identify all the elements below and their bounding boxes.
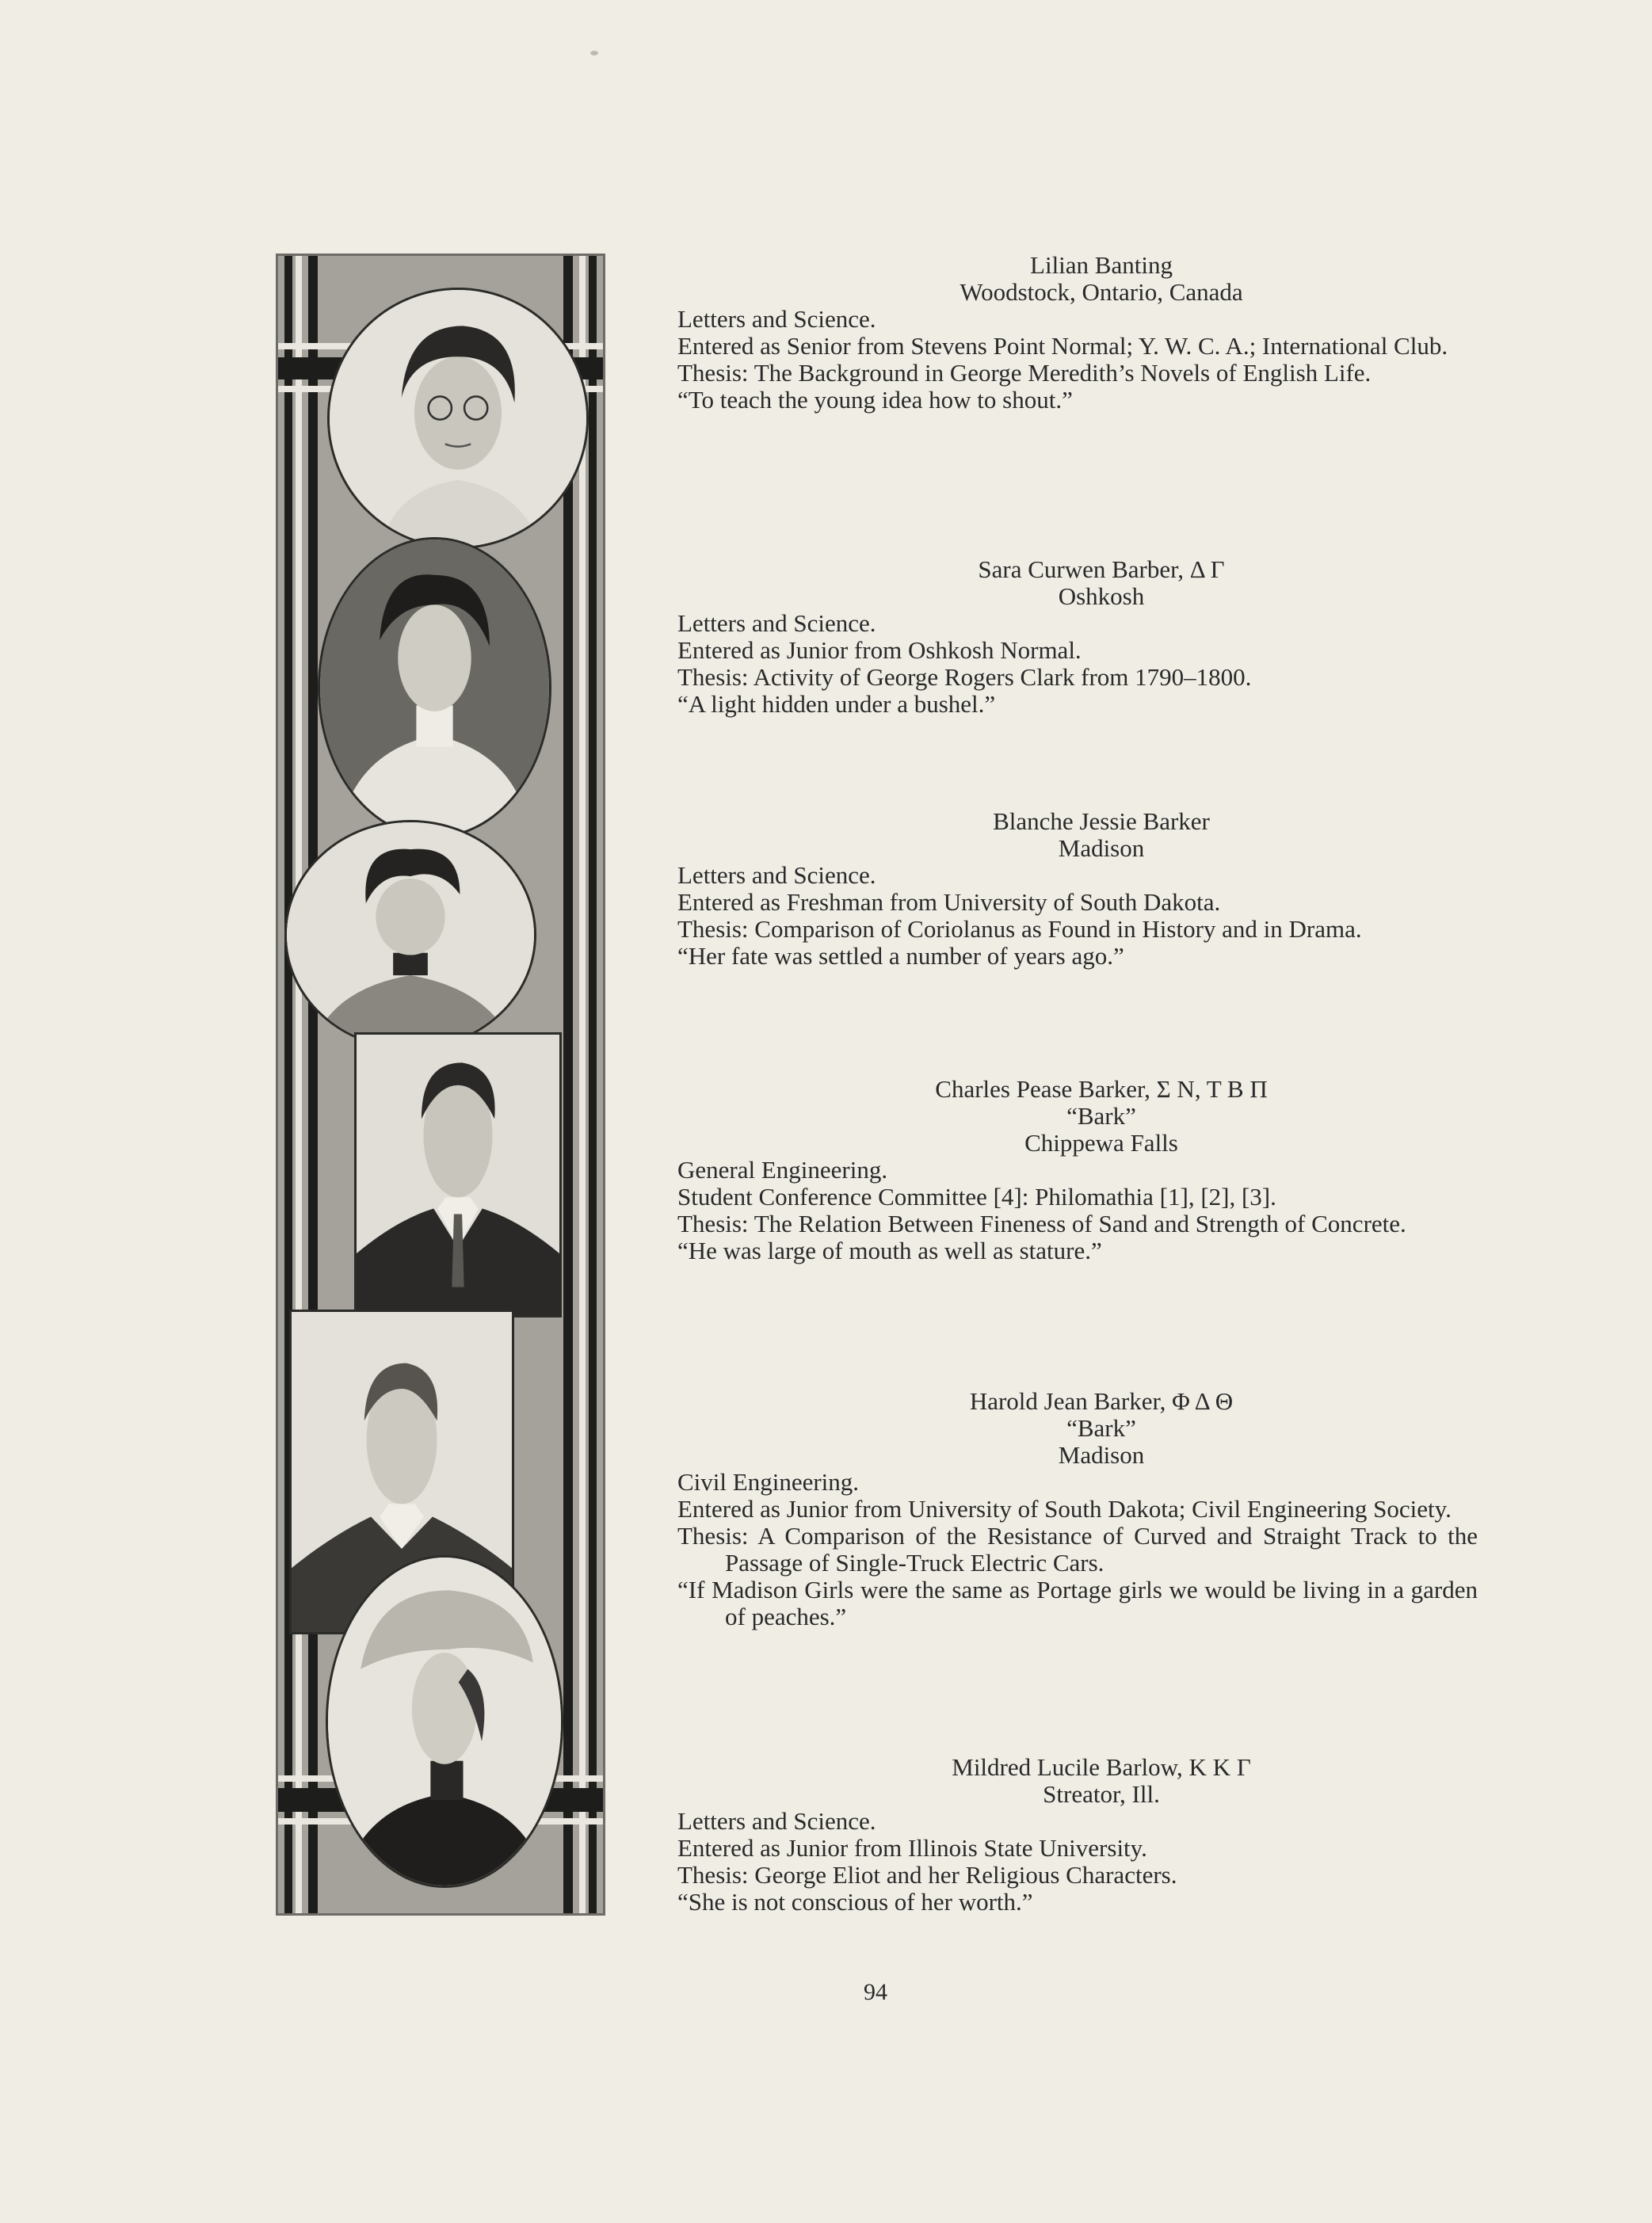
portrait-charles-pease-barker: [354, 1032, 562, 1317]
entry-hometown: Chippewa Falls: [1024, 1129, 1178, 1157]
entry-nickname: “Bark”: [1066, 1102, 1136, 1130]
left-light-rail: [296, 256, 302, 1913]
portrait-mildred-lucile-barlow: [326, 1555, 563, 1888]
right-inner-rail: [563, 256, 573, 1913]
entry-thesis: Thesis: Comparison of Coriolanus as Found in History and in Drama.: [677, 915, 1362, 943]
entry-record: Entered as Junior from University of South Dakota; Civil Engineering Society.: [677, 1495, 1452, 1523]
entry-course: General Engineering.: [677, 1156, 888, 1184]
portrait-sara-curwen-barber: [318, 537, 551, 838]
entry-hometown: Madison: [1058, 834, 1145, 862]
entry-thesis: Thesis: The Background in George Meredith’s Novels of English Life.: [677, 359, 1372, 387]
entry-thesis: Thesis: The Relation Between Fineness of Sand and Strength of Concrete.: [677, 1210, 1406, 1237]
entry-course: Letters and Science.: [677, 305, 876, 333]
entry-hometown: Streator, Ill.: [1043, 1780, 1160, 1808]
entry-harold-jean-barker: [677, 1388, 1478, 1630]
left-outer-rail: [284, 256, 292, 1913]
entry-charles-pease-barker: [677, 1076, 1478, 1264]
entry-name: Harold Jean Barker, Φ Δ Θ: [969, 1387, 1234, 1415]
entry-course: Letters and Science.: [677, 609, 876, 637]
entry-record: Entered as Junior from Oshkosh Normal.: [677, 636, 1082, 664]
entry-record: Entered as Freshman from University of South Dakota.: [677, 888, 1221, 916]
portrait-lilian-banting: [327, 288, 589, 549]
entry-hometown: Madison: [1058, 1441, 1145, 1469]
entry-name: Charles Pease Barker, Σ N, T B Π: [935, 1075, 1268, 1103]
entry-record: Entered as Senior from Stevens Point Normal; Y. W. C. A.; International Club.: [677, 332, 1448, 360]
portrait-woman-hair-up-image: [287, 822, 534, 1047]
entry-record: Student Conference Committee [4]: Philomathia [1], [2], [3].: [677, 1183, 1276, 1211]
portrait-woman-spectacles-image: [330, 290, 586, 547]
entry-quote: “A light hidden under a bushel.”: [677, 690, 996, 718]
entry-course: Civil Engineering.: [677, 1468, 860, 1496]
entry-name: Blanche Jessie Barker: [993, 807, 1210, 835]
entry-hometown: Oshkosh: [1058, 582, 1145, 610]
entry-record: Entered as Junior from Illinois State University.: [677, 1834, 1147, 1862]
entry-quote: “She is not conscious of her worth.”: [677, 1888, 1033, 1916]
portrait-woman-hat-image: [328, 1558, 561, 1886]
entry-thesis: Thesis: A Comparison of the Resistance of Curved and Straight Track to the Passage of Single-Truck Electric Cars.: [677, 1522, 1478, 1577]
right-outer-rail: [589, 256, 597, 1913]
entry-thesis: Thesis: George Eliot and her Religious Characters.: [677, 1861, 1177, 1889]
entry-mildred-lucile-barlow: [677, 1754, 1478, 1916]
entry-name: Mildred Lucile Barlow, K K Γ: [952, 1753, 1251, 1781]
portrait-woman-collar-image: [320, 540, 549, 836]
entry-sara-curwen-barber: [677, 556, 1478, 718]
entry-quote: “He was large of mouth as well as stature.”: [677, 1237, 1102, 1264]
right-light-rail: [579, 256, 586, 1913]
portrait-blanche-jessie-barker: [284, 820, 536, 1050]
entry-name: Sara Curwen Barber, Δ Γ: [978, 555, 1225, 583]
entry-lilian-banting: [677, 252, 1478, 414]
entry-name: Lilian Banting: [1030, 251, 1173, 279]
entry-hometown: Woodstock, Ontario, Canada: [960, 278, 1243, 306]
entry-quote: “Her fate was settled a number of years ago.”: [677, 942, 1124, 970]
entry-course: Letters and Science.: [677, 861, 876, 889]
entry-blanche-jessie-barker: [677, 808, 1478, 970]
left-inner-rail: [308, 256, 318, 1913]
entry-quote: “If Madison Girls were the same as Portage girls we would be living in a garden of peaches.”: [677, 1576, 1478, 1630]
ink-smudge: [590, 51, 598, 55]
portrait-strip: [276, 254, 605, 1916]
page-number: 94: [864, 1979, 887, 2005]
entry-nickname: “Bark”: [1066, 1414, 1136, 1442]
entry-course: Letters and Science.: [677, 1807, 876, 1835]
entry-quote: “To teach the young idea how to shout.”: [677, 386, 1073, 414]
portrait-man-suit-image: [357, 1035, 559, 1315]
entry-thesis: Thesis: Activity of George Rogers Clark from 1790–1800.: [677, 663, 1252, 691]
